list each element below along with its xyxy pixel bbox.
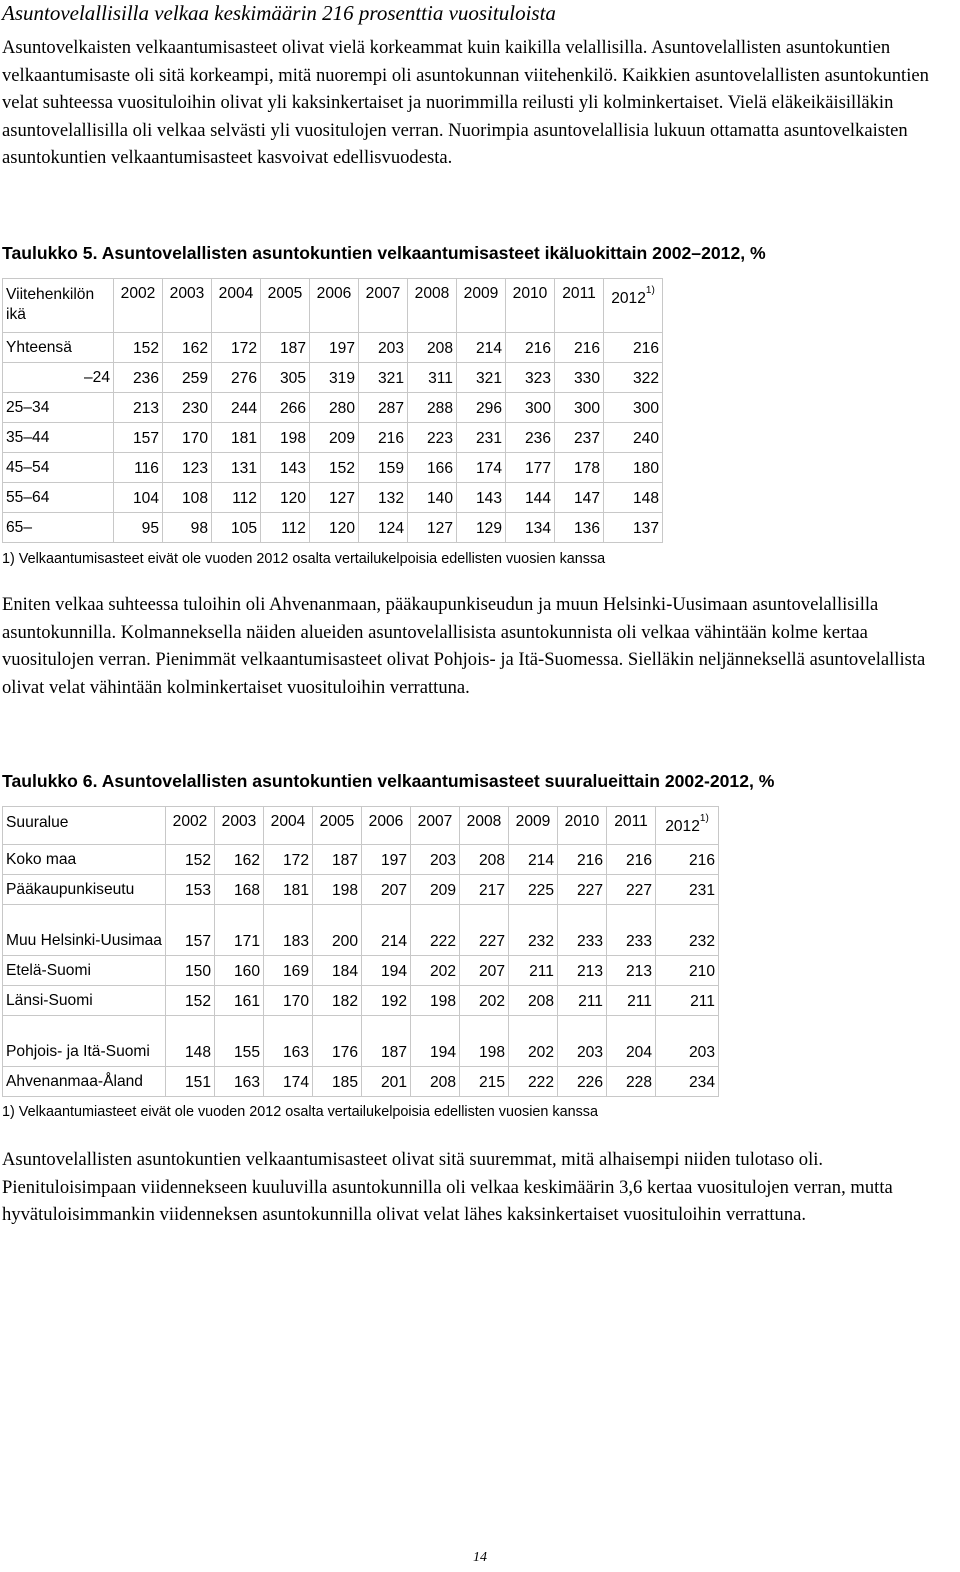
- row-label: 35–44: [3, 423, 114, 453]
- table-cell: 168: [215, 875, 264, 905]
- table-cell: 148: [604, 483, 663, 513]
- table6-last-year-note: 1): [699, 813, 709, 824]
- table-cell: 276: [212, 363, 261, 393]
- table-cell: 200: [313, 905, 362, 956]
- page-number: 14: [473, 1550, 487, 1565]
- table-cell: 132: [359, 483, 408, 513]
- table-cell: 127: [310, 483, 359, 513]
- table-cell: 231: [457, 423, 506, 453]
- table-cell: 120: [261, 483, 310, 513]
- table-cell: 216: [506, 333, 555, 363]
- table-cell: 227: [607, 875, 656, 905]
- table-cell: 232: [509, 905, 558, 956]
- section-heading: Asuntovelallisilla velkaa keskimäärin 216 prosenttia vuosituloista: [2, 1, 556, 25]
- table-cell: 144: [506, 483, 555, 513]
- table-cell: 203: [411, 845, 460, 875]
- row-label: Pohjois- ja Itä-Suomi: [3, 1016, 166, 1067]
- table-cell: 166: [408, 453, 457, 483]
- table-cell: 148: [166, 1016, 215, 1067]
- table6-year-header: 2003: [215, 807, 264, 845]
- table-cell: 151: [166, 1067, 215, 1097]
- table-cell: 170: [264, 986, 313, 1016]
- table-cell: 124: [359, 513, 408, 543]
- table-cell: 323: [506, 363, 555, 393]
- table-cell: 300: [506, 393, 555, 423]
- table-cell: 203: [558, 1016, 607, 1067]
- row-label: Pääkaupunkiseutu: [3, 875, 166, 905]
- table-cell: 181: [264, 875, 313, 905]
- table6-year-header: 2011: [607, 807, 656, 845]
- table-row: [3, 333, 663, 363]
- table-cell: 233: [558, 905, 607, 956]
- table5-header-row: [3, 279, 663, 333]
- table-cell: 197: [362, 845, 411, 875]
- table6-year-header: 2010: [558, 807, 607, 845]
- table-row: [3, 453, 663, 483]
- table-cell: 203: [359, 333, 408, 363]
- table5-year-header: 2009: [457, 279, 506, 333]
- table-cell: 319: [310, 363, 359, 393]
- table5-last-year-header: [604, 279, 663, 333]
- table6-year-header: 2008: [460, 807, 509, 845]
- table-cell: 157: [166, 905, 215, 956]
- table-cell: 127: [408, 513, 457, 543]
- table-cell: 202: [411, 956, 460, 986]
- table-cell: 137: [604, 513, 663, 543]
- table-cell: 233: [607, 905, 656, 956]
- table-cell: 159: [359, 453, 408, 483]
- table-cell: 210: [656, 956, 719, 986]
- table-cell: 176: [313, 1016, 362, 1067]
- table-cell: 153: [166, 875, 215, 905]
- table-cell: 214: [362, 905, 411, 956]
- table-cell: 136: [555, 513, 604, 543]
- table5-year-header: 2005: [261, 279, 310, 333]
- table-cell: 143: [261, 453, 310, 483]
- table-cell: 208: [509, 986, 558, 1016]
- table-row: [3, 986, 719, 1016]
- table-cell: 209: [310, 423, 359, 453]
- table6-year-header: 2007: [411, 807, 460, 845]
- table-row: [3, 1067, 719, 1097]
- table-cell: 172: [212, 333, 261, 363]
- table5-year-header: 2003: [163, 279, 212, 333]
- table-cell: 198: [261, 423, 310, 453]
- table5: [2, 278, 663, 543]
- table-row: [3, 363, 663, 393]
- table-cell: 222: [411, 905, 460, 956]
- table-cell: 180: [604, 453, 663, 483]
- table-row: [3, 875, 719, 905]
- table-cell: 207: [460, 956, 509, 986]
- table5-last-year: 2012: [611, 290, 646, 308]
- table-cell: 152: [310, 453, 359, 483]
- table-cell: 244: [212, 393, 261, 423]
- table-cell: 216: [359, 423, 408, 453]
- row-label: Yhteensä: [3, 333, 114, 363]
- table-cell: 163: [264, 1016, 313, 1067]
- row-label: 45–54: [3, 453, 114, 483]
- table-cell: 194: [411, 1016, 460, 1067]
- table6-year-header: 2005: [313, 807, 362, 845]
- table-cell: 157: [114, 423, 163, 453]
- table-cell: 322: [604, 363, 663, 393]
- table-cell: 231: [656, 875, 719, 905]
- table-cell: 181: [212, 423, 261, 453]
- table-cell: 198: [411, 986, 460, 1016]
- table-cell: 95: [114, 513, 163, 543]
- table-cell: 174: [264, 1067, 313, 1097]
- table-cell: 104: [114, 483, 163, 513]
- table-cell: 152: [114, 333, 163, 363]
- table-cell: 112: [261, 513, 310, 543]
- table-cell: 203: [656, 1016, 719, 1067]
- table5-footnote: 1) Velkaantumisasteet eivät ole vuoden 2012 osalta vertailukelpoisia edellisten vuosien kanssa: [2, 551, 606, 567]
- table-cell: 171: [215, 905, 264, 956]
- table6-year-header: 2004: [264, 807, 313, 845]
- table-cell: 116: [114, 453, 163, 483]
- table5-year-header: 2007: [359, 279, 408, 333]
- table-cell: 177: [506, 453, 555, 483]
- table5-year-header: 2010: [506, 279, 555, 333]
- table5-first-col-header: Viitehenkilön ikä: [3, 279, 114, 333]
- table-cell: 228: [607, 1067, 656, 1097]
- table6-last-year: 2012: [665, 818, 700, 836]
- table-cell: 296: [457, 393, 506, 423]
- table-cell: 236: [114, 363, 163, 393]
- table-cell: 280: [310, 393, 359, 423]
- table-cell: 216: [558, 845, 607, 875]
- table-cell: 172: [264, 845, 313, 875]
- table-row: [3, 905, 719, 956]
- table-cell: 194: [362, 956, 411, 986]
- table-cell: 192: [362, 986, 411, 1016]
- table-cell: 169: [264, 956, 313, 986]
- row-label: Muu Helsinki-Uusimaa: [3, 905, 166, 956]
- row-label: 25–34: [3, 393, 114, 423]
- table-cell: 185: [313, 1067, 362, 1097]
- table-row: [3, 513, 663, 543]
- table-cell: 330: [555, 363, 604, 393]
- row-label: Ahvenanmaa-Åland: [3, 1067, 166, 1097]
- table-cell: 209: [411, 875, 460, 905]
- table5-year-header: 2011: [555, 279, 604, 333]
- table6-footnote: 1) Velkaantumiasteet eivät ole vuoden 2012 osalta vertailukelpoisia edellisten vuosien kanssa: [2, 1104, 598, 1120]
- table-cell: 230: [163, 393, 212, 423]
- table6-year-header: 2002: [166, 807, 215, 845]
- table-cell: 214: [457, 333, 506, 363]
- table-cell: 321: [457, 363, 506, 393]
- table6-caption: Taulukko 6. Asuntovelallisten asuntokuntien velkaantumisasteet suuralueittain 2002-2012, %: [2, 771, 775, 791]
- table-cell: 184: [313, 956, 362, 986]
- table-cell: 134: [506, 513, 555, 543]
- table-cell: 98: [163, 513, 212, 543]
- table-cell: 211: [509, 956, 558, 986]
- table-cell: 240: [604, 423, 663, 453]
- table-row: [3, 393, 663, 423]
- table5-year-header: 2002: [114, 279, 163, 333]
- row-label: Koko maa: [3, 845, 166, 875]
- table-cell: 198: [313, 875, 362, 905]
- table-cell: 311: [408, 363, 457, 393]
- table-cell: 162: [215, 845, 264, 875]
- table-cell: 225: [509, 875, 558, 905]
- table5-year-header: 2004: [212, 279, 261, 333]
- table-cell: 227: [460, 905, 509, 956]
- table-cell: 201: [362, 1067, 411, 1097]
- table-cell: 211: [656, 986, 719, 1016]
- table-cell: 222: [509, 1067, 558, 1097]
- table-cell: 223: [408, 423, 457, 453]
- table-cell: 208: [408, 333, 457, 363]
- row-label: Etelä-Suomi: [3, 956, 166, 986]
- table-cell: 105: [212, 513, 261, 543]
- table-cell: 155: [215, 1016, 264, 1067]
- table-cell: 160: [215, 956, 264, 986]
- table-cell: 236: [506, 423, 555, 453]
- table-cell: 226: [558, 1067, 607, 1097]
- table-cell: 129: [457, 513, 506, 543]
- table-cell: 174: [457, 453, 506, 483]
- table-cell: 202: [509, 1016, 558, 1067]
- table5-year-header: 2006: [310, 279, 359, 333]
- table-cell: 161: [215, 986, 264, 1016]
- table-cell: 207: [362, 875, 411, 905]
- table-cell: 198: [460, 1016, 509, 1067]
- table-cell: 170: [163, 423, 212, 453]
- table-cell: 227: [558, 875, 607, 905]
- table-cell: 213: [558, 956, 607, 986]
- paragraph-3: Asuntovelallisten asuntokuntien velkaantumisasteet olivat sitä suuremmat, mitä alhaisempi niiden tulotaso oli. Pienituloisimpaan viidennekseen kuuluvilla asuntokunnilla oli velkaa keskimäärin 3,6 kertaa vuositulojen verran, mutta hyvätuloisimmankin viidenneksen asuntokunnilla olivat velat lähes kaksinkertaiset vuosituloihin verrattuna.: [2, 1149, 893, 1225]
- table-cell: 131: [212, 453, 261, 483]
- table6-header-row: [3, 807, 719, 845]
- table-cell: 143: [457, 483, 506, 513]
- table-cell: 259: [163, 363, 212, 393]
- table-cell: 215: [460, 1067, 509, 1097]
- table-row: [3, 483, 663, 513]
- table-cell: 213: [114, 393, 163, 423]
- table-row: [3, 423, 663, 453]
- row-label: Länsi-Suomi: [3, 986, 166, 1016]
- table-row: [3, 845, 719, 875]
- table6-last-year-header: [656, 807, 719, 845]
- table6-first-col-header: Suuralue: [3, 807, 166, 845]
- paragraph-2: Eniten velkaa suhteessa tuloihin oli Ahvenanmaan, pääkaupunkiseudun ja muun Helsinki-Uusimaan asuntovelallisilla asuntokunnilla. Kolmanneksella näiden alueiden asuntovelallisista asuntokunnista oli velkaa vähintään kolme kertaa vuositulojen verran. Pienimmät velkaantumisasteet olivat Pohjois- ja Itä-Suomessa. Sielläkin neljänneksellä asuntovelallista olivat velat vähintään kolminkertaiset vuosituloihin verrattuna.: [2, 594, 926, 698]
- table-cell: 108: [163, 483, 212, 513]
- table-cell: 187: [313, 845, 362, 875]
- table-cell: 112: [212, 483, 261, 513]
- row-label: 55–64: [3, 483, 114, 513]
- table-cell: 187: [261, 333, 310, 363]
- table6: [2, 806, 719, 1097]
- table-cell: 183: [264, 905, 313, 956]
- table-cell: 208: [460, 845, 509, 875]
- table5-last-year-note: 1): [645, 285, 655, 296]
- table-cell: 214: [509, 845, 558, 875]
- table-cell: 232: [656, 905, 719, 956]
- table6-year-header: 2009: [509, 807, 558, 845]
- table-cell: 152: [166, 845, 215, 875]
- table-cell: 300: [604, 393, 663, 423]
- table5-caption: Taulukko 5. Asuntovelallisten asuntokuntien velkaantumisasteet ikäluokittain 2002–2012, %: [2, 243, 766, 263]
- table-cell: 197: [310, 333, 359, 363]
- table-cell: 147: [555, 483, 604, 513]
- table-cell: 216: [604, 333, 663, 363]
- table-cell: 162: [163, 333, 212, 363]
- table5-body: [3, 333, 663, 543]
- table-cell: 217: [460, 875, 509, 905]
- table-cell: 208: [411, 1067, 460, 1097]
- table-cell: 140: [408, 483, 457, 513]
- table-cell: 211: [607, 986, 656, 1016]
- table-cell: 204: [607, 1016, 656, 1067]
- table-cell: 150: [166, 956, 215, 986]
- table6-body: [3, 845, 719, 1097]
- table-cell: 163: [215, 1067, 264, 1097]
- table-cell: 182: [313, 986, 362, 1016]
- paragraph-1: Asuntovelkaisten velkaantumisasteet olivat vielä korkeammat kuin kaikilla velallisilla. Asuntovelallisten asuntokuntien velkaantumisaste oli sitä korkeampi, mitä nuorempi oli asuntokunnan viitehenkilö. Kaikkien asuntovelallisten asuntokuntien velat suhteessa vuosituloihin olivat yli kaksinkertaiset ja nuorimmilla reilusti yli kolminkertaiset. Vielä eläkeikäisilläkin asuntovelallisilla oli velkaa selvästi yli vuositulojen verran. Nuorimpia asuntovelallisia lukuun ottamatta asuntovelkaisten asuntokuntien velkaantumisasteet kasvoivat edellisvuodesta.: [2, 37, 929, 168]
- table-cell: 305: [261, 363, 310, 393]
- table-cell: 321: [359, 363, 408, 393]
- row-label: 65–: [3, 513, 114, 543]
- table-cell: 288: [408, 393, 457, 423]
- table-cell: 120: [310, 513, 359, 543]
- table-cell: 202: [460, 986, 509, 1016]
- table-cell: 178: [555, 453, 604, 483]
- table5-year-header: 2008: [408, 279, 457, 333]
- table-cell: 123: [163, 453, 212, 483]
- row-label: –24: [3, 363, 114, 393]
- table-cell: 152: [166, 986, 215, 1016]
- table6-year-header: 2006: [362, 807, 411, 845]
- table-cell: 234: [656, 1067, 719, 1097]
- table-cell: 300: [555, 393, 604, 423]
- table-cell: 187: [362, 1016, 411, 1067]
- table-cell: 287: [359, 393, 408, 423]
- table-row: [3, 956, 719, 986]
- table-cell: 211: [558, 986, 607, 1016]
- table-cell: 216: [555, 333, 604, 363]
- table-cell: 237: [555, 423, 604, 453]
- table-row: [3, 1016, 719, 1067]
- table-cell: 216: [607, 845, 656, 875]
- table-cell: 266: [261, 393, 310, 423]
- table-cell: 213: [607, 956, 656, 986]
- table-cell: 216: [656, 845, 719, 875]
